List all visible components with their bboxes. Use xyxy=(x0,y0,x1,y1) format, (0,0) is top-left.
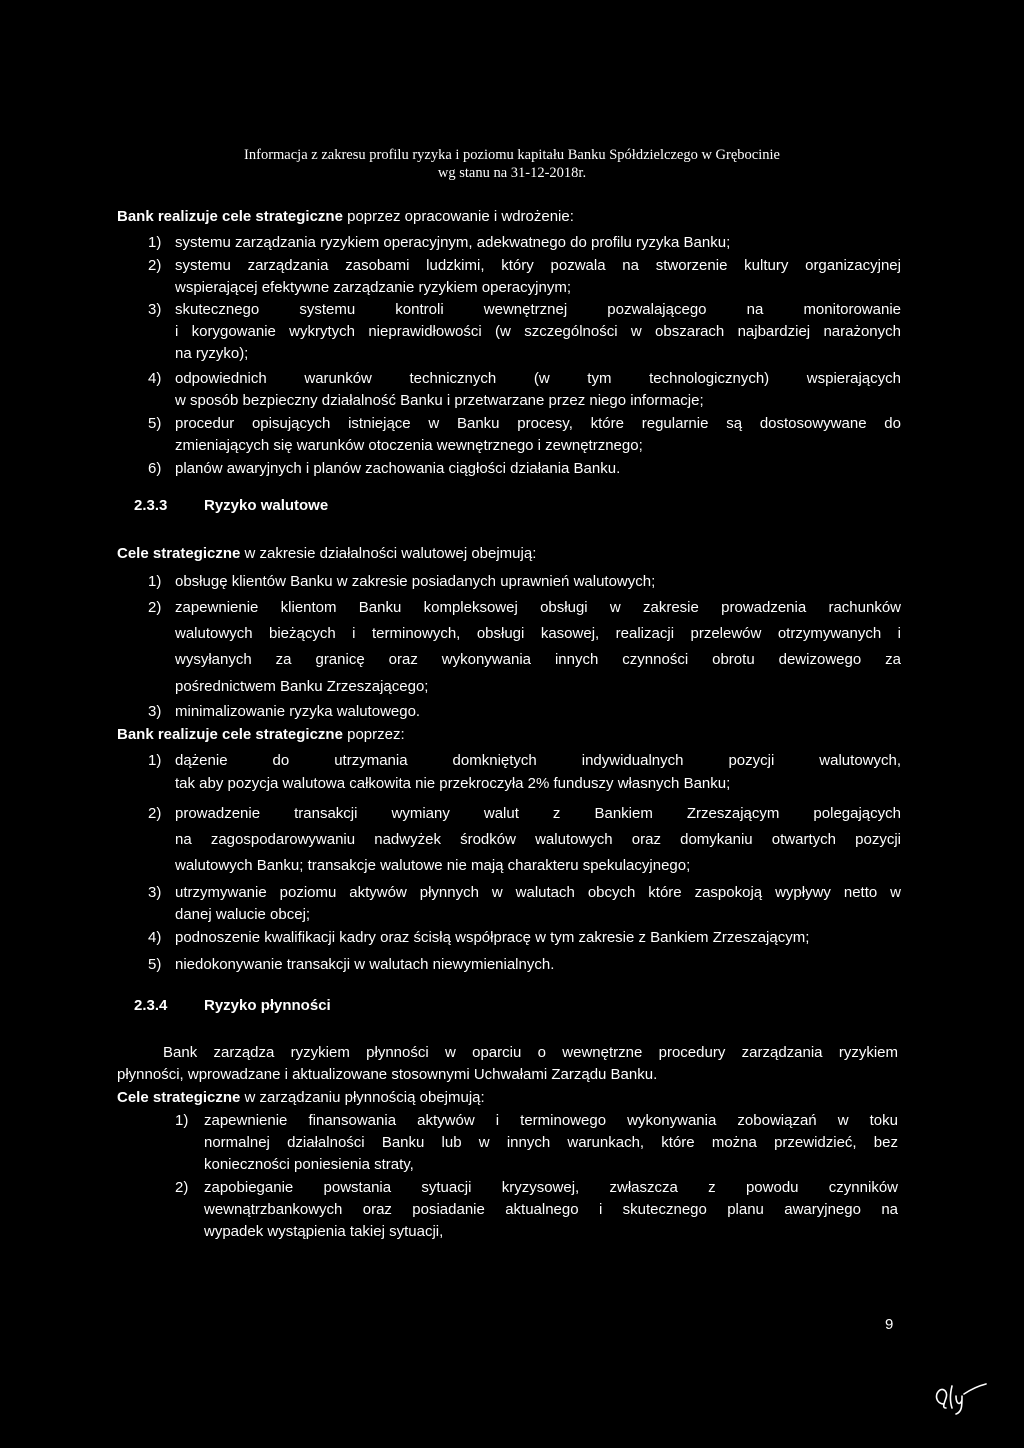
section-title: Ryzyko walutowe xyxy=(204,497,329,514)
header-date: wg stanu na 31-12-2018r. xyxy=(437,165,587,181)
goals-bold: Cele strategiczne xyxy=(117,1089,241,1106)
list-item: zapobieganie powstania sytuacji kryzysowej, zwłaszcza z powodu czynników xyxy=(204,1179,898,1196)
paragraph-line: Bank zarządza ryzykiem płynności w oparciu o wewnętrzne procedury zarządzania ryzykiem xyxy=(163,1044,898,1061)
list-item: obsługę klientów Banku w zakresie posiadanych uprawnień walutowych; xyxy=(175,573,656,590)
realize-text: poprzez: xyxy=(342,726,405,743)
list-item-cont: walutowych Banku; transakcje walutowe nie mają charakteru spekulacyjnego; xyxy=(175,857,691,874)
list-number: 3) xyxy=(148,884,162,901)
list-item: zapewnienie finansowania aktywów i terminowego wykonywania zobowiązań w toku xyxy=(204,1112,898,1129)
list-item-cont: i korygowanie wykrytych nieprawidłowości (w szczególności w obszarach najbardziej narażonych xyxy=(175,323,901,340)
goals-bold: Cele strategiczne xyxy=(117,545,241,562)
section-title: Ryzyko płynności xyxy=(204,997,331,1014)
list-item-cont: zmieniających się warunków otoczenia wewnętrznego i zewnętrznego; xyxy=(175,437,643,454)
list-item: systemu zarządzania ryzykiem operacyjnym, adekwatnego do profilu ryzyka Banku; xyxy=(175,234,731,251)
list-item-cont: na zagospodarowywaniu nadwyżek środków walutowych oraz domykaniu otwartych pozycji xyxy=(175,831,901,848)
intro-bold: Bank realizuje cele strategiczne xyxy=(117,208,343,225)
document-header xyxy=(150,146,874,182)
list-item-cont: pośrednictwem Banku Zrzeszającego; xyxy=(175,678,429,695)
list-number: 4) xyxy=(148,929,162,946)
list-item-cont: tak aby pozycja walutowa całkowita nie przekroczyła 2% funduszy własnych Banku; xyxy=(175,775,731,792)
list-item-cont: na ryzyko); xyxy=(175,345,249,362)
list-item-cont: wysyłanych za granicę oraz wykonywania innych czynności obrotu dewizowego za xyxy=(175,651,901,668)
list-number: 3) xyxy=(148,301,162,318)
list-item-cont: normalnej działalności Banku lub w innych warunkach, które można przewidzieć, bez xyxy=(204,1134,898,1151)
goals-intro xyxy=(117,543,536,565)
page-number: 9 xyxy=(885,1316,894,1333)
list-item-cont: wspierającej efektywne zarządzanie ryzykiem operacyjnym; xyxy=(175,279,571,296)
intro-paragraph xyxy=(117,206,574,228)
list-item: niedokonywanie transakcji w walutach niewymienialnych. xyxy=(175,956,555,973)
list-item: planów awaryjnych i planów zachowania ciągłości działania Banku. xyxy=(175,460,621,477)
goals-intro xyxy=(117,1087,485,1109)
goals-text: w zarządzaniu płynnością obejmują: xyxy=(240,1089,485,1106)
list-item-cont: wewnątrzbankowych oraz posiadanie aktualnego i skutecznego planu awaryjnego na xyxy=(204,1201,898,1218)
intro-text: poprzez opracowanie i wdrożenie: xyxy=(342,208,574,225)
list-item-cont: wypadek wystąpienia takiej sytuacji, xyxy=(204,1223,444,1240)
list-item: odpowiednich warunków technicznych (w tym technologicznych) wspierających xyxy=(175,370,901,387)
paragraph-line: płynności, wprowadzane i aktualizowane stosownymi Uchwałami Zarządu Banku. xyxy=(117,1066,658,1083)
list-number: 5) xyxy=(148,415,162,432)
realize-bold: Bank realizuje cele strategiczne xyxy=(117,726,343,743)
list-item: zapewnienie klientom Banku kompleksowej obsługi w zakresie prowadzenia rachunków xyxy=(175,599,901,616)
list-item: skutecznego systemu kontroli wewnętrznej pozwalającego na monitorowanie xyxy=(175,301,901,318)
list-item-cont: w sposób bezpieczny działalność Banku i przetwarzane przez niego informacje; xyxy=(175,392,704,409)
header-title: Informacja z zakresu profilu ryzyka i poziomu kapitału Banku Spółdzielczego w Grębocinie xyxy=(244,147,780,163)
handwritten-signature xyxy=(930,1382,990,1416)
list-number: 3) xyxy=(148,703,162,720)
list-number: 2) xyxy=(148,257,162,274)
list-number: 2) xyxy=(148,805,162,822)
list-number: 1) xyxy=(148,573,162,590)
list-number: 2) xyxy=(175,1179,189,1196)
list-item: prowadzenie transakcji wymiany walut z Bankiem Zrzeszającym polegających xyxy=(175,805,901,822)
list-number: 1) xyxy=(148,752,162,769)
list-item: procedur opisujących istniejące w Banku procesy, które regularnie są dostosowywane do xyxy=(175,415,901,432)
list-item: minimalizowanie ryzyka walutowego. xyxy=(175,703,421,720)
list-item-cont: walutowych bieżących i terminowych, obsługi kasowej, realizacji przelewów otrzymywanych i xyxy=(175,625,901,642)
list-item: utrzymywanie poziomu aktywów płynnych w walutach obcych które zaspokoją wypływy netto w xyxy=(175,884,901,901)
realize-intro xyxy=(117,724,405,746)
list-number: 4) xyxy=(148,370,162,387)
list-number: 1) xyxy=(175,1112,189,1129)
section-number: 2.3.4 xyxy=(134,997,168,1014)
list-item-cont: konieczności poniesienia straty, xyxy=(204,1156,414,1173)
list-item-cont: danej walucie obcej; xyxy=(175,906,311,923)
list-number: 5) xyxy=(148,956,162,973)
list-item: dążenie do utrzymania domkniętych indywidualnych pozycji walutowych, xyxy=(175,752,901,769)
list-number: 1) xyxy=(148,234,162,251)
goals-text: w zakresie działalności walutowej obejmują: xyxy=(240,545,537,562)
section-number: 2.3.3 xyxy=(134,497,168,514)
list-number: 2) xyxy=(148,599,162,616)
list-number: 6) xyxy=(148,460,162,477)
list-item: podnoszenie kwalifikacji kadry oraz ścisłą współpracę w tym zakresie z Bankiem Zrzeszającym; xyxy=(175,929,810,946)
list-item: systemu zarządzania zasobami ludzkimi, który pozwala na stworzenie kultury organizacyjnej xyxy=(175,257,901,274)
